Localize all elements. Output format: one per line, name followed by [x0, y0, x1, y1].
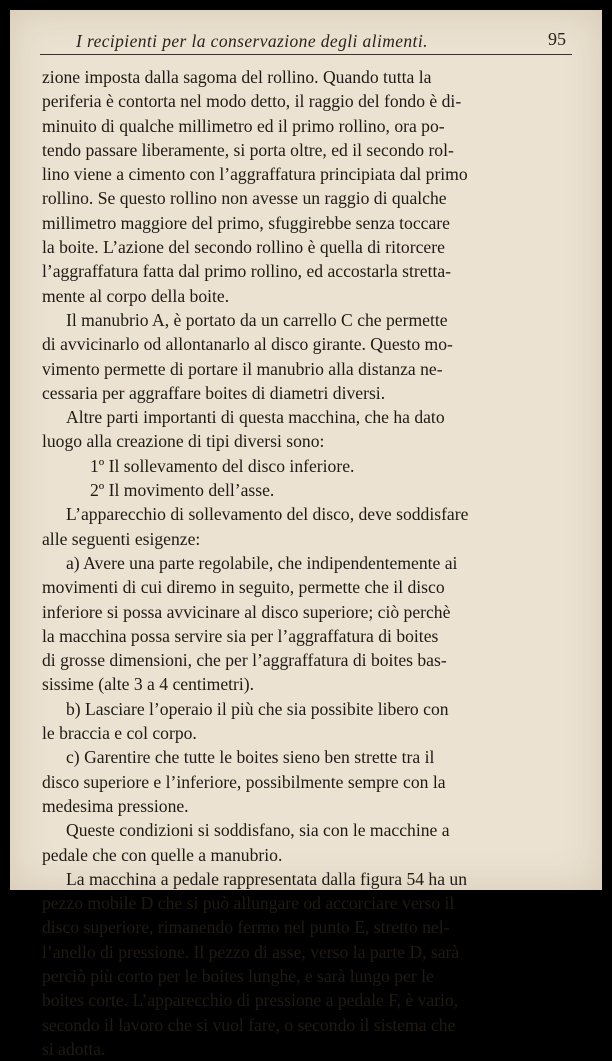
text-line: mente al corpo della boite.	[42, 285, 230, 306]
page-number: 95	[548, 29, 566, 49]
text-line: 1º Il sollevamento del disco inferiore.	[90, 455, 355, 476]
text-line: medesima pressione.	[42, 795, 189, 816]
text-line: perciò più corto per le boites lunghe, e sarà lungo per le	[42, 965, 434, 986]
text-line: millimetro maggiore del primo, sfuggirebbe senza toccare	[42, 212, 450, 233]
text-line: tendo passare liberamente, si porta oltre, ed il secondo rol-	[42, 139, 454, 160]
text-line: secondo il lavoro che si vuol fare, o secondo il sistema che	[42, 1014, 456, 1035]
text-line: alle seguenti esigenze:	[42, 528, 201, 549]
text-line: periferia è contorta nel modo detto, il raggio del fondo è di-	[42, 91, 462, 112]
text-line: si adotta.	[42, 1038, 106, 1059]
text-line: b) Lasciare l’operaio il più che sia possibite libero con	[66, 698, 449, 719]
text-line: luogo alla creazione di tipi diversi sono:	[42, 431, 325, 452]
text-line: lino viene a cimento con l’aggraffatura principiata dal primo	[42, 164, 468, 185]
text-line: minuito di qualche millimetro ed il primo rollino, ora po-	[42, 115, 445, 136]
text-line: movimenti di cui diremo in seguito, permette che il disco	[42, 577, 445, 598]
text-line: a) Avere una parte regolabile, che indipendentemente ai	[66, 552, 458, 573]
body-text	[42, 65, 568, 1061]
text-line: di avvicinarlo od allontanarlo al disco girante. Questo mo-	[42, 334, 453, 355]
text-line: Altre parti importanti di questa macchina, che ha dato	[66, 407, 445, 428]
text-line: L’apparecchio di sollevamento del disco, deve soddisfare	[66, 504, 469, 525]
text-line: disco superiore e l’inferiore, possibilmente sempre con la	[42, 771, 446, 792]
text-line: pezzo mobile D che si può allungare od accorciare verso il	[42, 893, 455, 914]
text-line: la macchina possa servire sia per l’aggraffatura di boites	[42, 625, 439, 646]
text-line: La macchina a pedale rappresentata dalla figura 54 ha un	[66, 868, 468, 889]
text-line: boites corte. L’apparecchio di pressione a pedale F, è vario,	[42, 990, 459, 1011]
text-line: rollino. Se questo rollino non avesse un raggio di qualche	[42, 188, 447, 209]
book-page	[10, 10, 602, 1059]
text-line: la boite. L’azione del secondo rollino è quella di ritorcere	[42, 237, 445, 258]
text-line: Queste condizioni si soddisfano, sia con le macchine a	[66, 820, 450, 841]
text-line: disco superiore, rimanendo fermo nel punto E, stretto nel-	[42, 917, 450, 938]
text-line: l’aggraffatura fatta dal primo rollino, ed accostarla stretta-	[42, 261, 452, 282]
text-line: 2º Il movimento dell’asse.	[90, 480, 275, 501]
text-line: inferiore si possa avvicinare al disco superiore; ciò perchè	[42, 601, 451, 622]
text-line: zione imposta dalla sagoma del rollino. Quando tutta la	[42, 67, 432, 87]
text-line: le braccia e col corpo.	[42, 723, 197, 744]
text-line: di grosse dimensioni, che per l’aggraffatura di boites bas-	[42, 650, 447, 671]
text-line: l’anello di pressione. Il pezzo di asse, verso la parte D, sarà	[42, 941, 460, 962]
text-line: sissime (alte 3 a 4 centimetri).	[42, 674, 255, 695]
page-header	[40, 22, 572, 55]
text-line: vimento permette di portare il manubrio alla distanza ne-	[42, 358, 443, 379]
text-line: Il manubrio A, è portato da un carrello C che permette	[66, 309, 448, 330]
running-title: I recipienti per la conservazione degli alimenti.	[76, 31, 428, 51]
text-line: c) Garentire che tutte le boites sieno ben strette tra il	[66, 747, 435, 768]
text-line: pedale che con quelle a manubrio.	[42, 844, 283, 865]
text-line: cessaria per aggraffare boites di diametri diversi.	[42, 382, 386, 403]
